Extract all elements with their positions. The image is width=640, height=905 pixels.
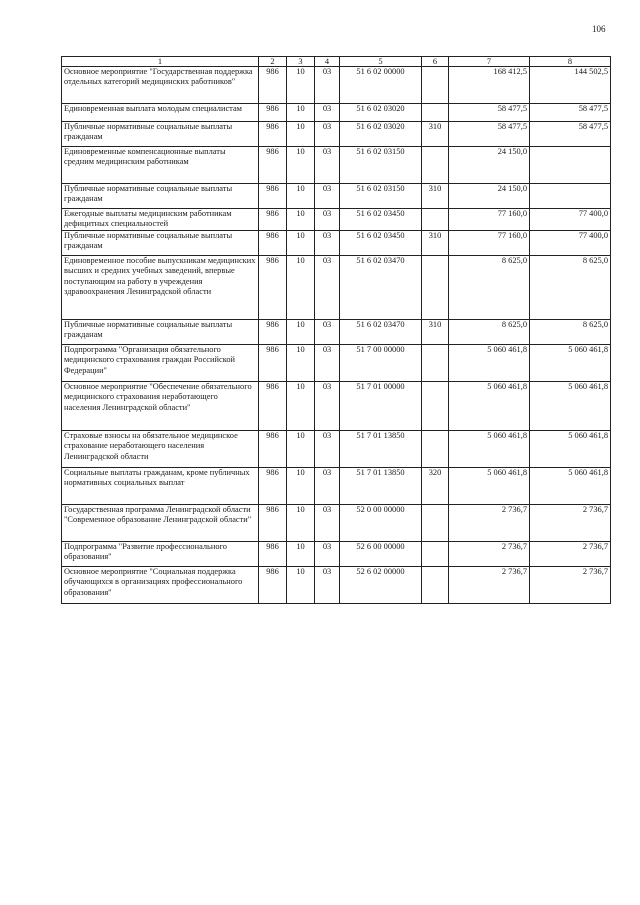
row-expense-code: 310 (422, 230, 449, 255)
row-code-3: 10 (287, 230, 315, 255)
row-amount-8 (530, 147, 611, 184)
row-amount-7: 168 412,5 (449, 67, 530, 104)
row-amount-8: 8 625,0 (530, 255, 611, 319)
column-header: 2 (259, 57, 287, 67)
row-code-2: 986 (259, 104, 287, 122)
row-code-4: 03 (315, 467, 340, 504)
page-number: 106 (592, 24, 606, 34)
budget-table (61, 56, 611, 604)
row-code-3: 10 (287, 344, 315, 381)
row-code-3: 10 (287, 255, 315, 319)
row-amount-8: 5 060 461,8 (530, 381, 611, 430)
table-row (62, 381, 611, 430)
row-code-4: 03 (315, 541, 340, 566)
row-amount-8 (530, 184, 611, 209)
row-code-4: 03 (315, 381, 340, 430)
row-target-code: 51 7 01 00000 (340, 381, 422, 430)
column-header: 4 (315, 57, 340, 67)
column-header: 1 (62, 57, 259, 67)
column-header: 5 (340, 57, 422, 67)
row-code-3: 10 (287, 209, 315, 231)
row-code-3: 10 (287, 67, 315, 104)
row-code-2: 986 (259, 230, 287, 255)
row-target-code: 51 7 01 13850 (340, 467, 422, 504)
row-target-code: 51 6 02 03150 (340, 147, 422, 184)
row-expense-code (422, 430, 449, 467)
row-target-code: 51 6 02 03020 (340, 104, 422, 122)
row-amount-7: 58 477,5 (449, 104, 530, 122)
row-code-2: 986 (259, 344, 287, 381)
row-amount-7: 77 160,0 (449, 230, 530, 255)
row-code-4: 03 (315, 430, 340, 467)
row-amount-7: 77 160,0 (449, 209, 530, 231)
table-row (62, 230, 611, 255)
row-target-code: 52 0 00 00000 (340, 504, 422, 541)
row-target-code: 52 6 00 00000 (340, 541, 422, 566)
row-expense-code: 320 (422, 467, 449, 504)
row-name: Ежегодные выплаты медицинским работникам дефицитных специальностей (62, 209, 259, 231)
row-expense-code (422, 381, 449, 430)
row-name: Публичные нормативные социальные выплаты гражданам (62, 122, 259, 147)
row-code-3: 10 (287, 184, 315, 209)
row-name: Единовременные компенсационные выплаты средним медицинским работникам (62, 147, 259, 184)
row-amount-7: 2 736,7 (449, 541, 530, 566)
row-name: Единовременное пособие выпускникам медицинских высших и средних учебных заведений, впервые поступающим на работу в учреждения здравоохранения Ленинградской области (62, 255, 259, 319)
row-code-2: 986 (259, 430, 287, 467)
row-code-2: 986 (259, 255, 287, 319)
row-target-code: 52 6 02 00000 (340, 566, 422, 603)
row-code-3: 10 (287, 566, 315, 603)
row-amount-8: 77 400,0 (530, 209, 611, 231)
row-amount-8: 58 477,5 (530, 104, 611, 122)
row-amount-7: 5 060 461,8 (449, 467, 530, 504)
row-amount-7: 5 060 461,8 (449, 381, 530, 430)
row-target-code: 51 6 02 03450 (340, 230, 422, 255)
row-expense-code (422, 566, 449, 603)
row-name: Публичные нормативные социальные выплаты гражданам (62, 319, 259, 344)
column-header: 3 (287, 57, 315, 67)
row-target-code: 51 6 02 03020 (340, 122, 422, 147)
row-code-4: 03 (315, 230, 340, 255)
row-code-4: 03 (315, 147, 340, 184)
table-row (62, 344, 611, 381)
row-code-2: 986 (259, 381, 287, 430)
row-name: Основное мероприятие "Обеспечение обязательного медицинского страхования неработающего населения Ленинградской области" (62, 381, 259, 430)
row-code-2: 986 (259, 319, 287, 344)
column-header: 7 (449, 57, 530, 67)
table-row (62, 184, 611, 209)
row-amount-7: 2 736,7 (449, 504, 530, 541)
row-expense-code (422, 209, 449, 231)
table-row (62, 209, 611, 231)
row-code-3: 10 (287, 430, 315, 467)
row-amount-7: 8 625,0 (449, 255, 530, 319)
row-name: Подпрограмма "Организация обязательного медицинского страхования граждан Российской Федерации" (62, 344, 259, 381)
row-name: Социальные выплаты гражданам, кроме публичных нормативных социальных выплат (62, 467, 259, 504)
row-amount-8: 144 502,5 (530, 67, 611, 104)
row-expense-code: 310 (422, 122, 449, 147)
row-expense-code (422, 504, 449, 541)
table-row (62, 104, 611, 122)
table-header-row (62, 57, 611, 67)
row-code-2: 986 (259, 541, 287, 566)
row-code-4: 03 (315, 122, 340, 147)
row-code-3: 10 (287, 504, 315, 541)
row-amount-8: 8 625,0 (530, 319, 611, 344)
row-target-code: 51 6 02 03450 (340, 209, 422, 231)
table-row (62, 319, 611, 344)
row-amount-8: 2 736,7 (530, 504, 611, 541)
row-expense-code: 310 (422, 319, 449, 344)
row-target-code: 51 6 02 00000 (340, 67, 422, 104)
row-target-code: 51 6 02 03470 (340, 319, 422, 344)
row-code-3: 10 (287, 147, 315, 184)
row-code-4: 03 (315, 209, 340, 231)
row-code-2: 986 (259, 467, 287, 504)
row-amount-8: 58 477,5 (530, 122, 611, 147)
row-code-2: 986 (259, 122, 287, 147)
row-amount-8: 5 060 461,8 (530, 344, 611, 381)
column-header: 6 (422, 57, 449, 67)
row-code-3: 10 (287, 467, 315, 504)
row-code-2: 986 (259, 209, 287, 231)
row-name: Основное мероприятие "Социальная поддержка обучающихся в организациях профессионального образования" (62, 566, 259, 603)
table-row (62, 566, 611, 603)
row-target-code: 51 6 02 03470 (340, 255, 422, 319)
row-name: Единовременная выплата молодым специалистам (62, 104, 259, 122)
row-code-4: 03 (315, 255, 340, 319)
row-code-4: 03 (315, 319, 340, 344)
row-expense-code (422, 67, 449, 104)
row-code-3: 10 (287, 104, 315, 122)
row-expense-code (422, 104, 449, 122)
row-code-2: 986 (259, 184, 287, 209)
row-name: Государственная программа Ленинградской области "Современное образование Ленинградской области" (62, 504, 259, 541)
row-code-2: 986 (259, 67, 287, 104)
row-amount-7: 58 477,5 (449, 122, 530, 147)
row-target-code: 51 7 01 13850 (340, 430, 422, 467)
row-expense-code (422, 541, 449, 566)
row-code-3: 10 (287, 381, 315, 430)
row-amount-7: 2 736,7 (449, 566, 530, 603)
column-header: 8 (530, 57, 611, 67)
row-code-4: 03 (315, 104, 340, 122)
table-row (62, 255, 611, 319)
row-amount-8: 2 736,7 (530, 566, 611, 603)
row-target-code: 51 6 02 03150 (340, 184, 422, 209)
row-expense-code (422, 255, 449, 319)
row-amount-7: 5 060 461,8 (449, 430, 530, 467)
row-name: Публичные нормативные социальные выплаты гражданам (62, 184, 259, 209)
row-code-4: 03 (315, 504, 340, 541)
table-row (62, 504, 611, 541)
row-code-4: 03 (315, 566, 340, 603)
row-amount-8: 2 736,7 (530, 541, 611, 566)
row-code-3: 10 (287, 319, 315, 344)
row-amount-8: 77 400,0 (530, 230, 611, 255)
row-amount-7: 24 150,0 (449, 147, 530, 184)
row-code-2: 986 (259, 147, 287, 184)
row-code-2: 986 (259, 504, 287, 541)
row-target-code: 51 7 00 00000 (340, 344, 422, 381)
table-row (62, 122, 611, 147)
table-row (62, 430, 611, 467)
table-row (62, 541, 611, 566)
row-amount-7: 5 060 461,8 (449, 344, 530, 381)
table-row (62, 147, 611, 184)
row-name: Подпрограмма "Развитие профессионального образования" (62, 541, 259, 566)
row-amount-8: 5 060 461,8 (530, 430, 611, 467)
row-code-3: 10 (287, 541, 315, 566)
row-code-4: 03 (315, 344, 340, 381)
row-amount-7: 24 150,0 (449, 184, 530, 209)
row-name: Страховые взносы на обязательное медицинское страхование неработающего населения Ленинградской области (62, 430, 259, 467)
row-expense-code (422, 147, 449, 184)
table-row (62, 467, 611, 504)
table-row (62, 67, 611, 104)
row-expense-code: 310 (422, 184, 449, 209)
row-code-4: 03 (315, 184, 340, 209)
row-expense-code (422, 344, 449, 381)
row-code-4: 03 (315, 67, 340, 104)
row-amount-7: 8 625,0 (449, 319, 530, 344)
row-name: Основное мероприятие "Государственная поддержка отдельных категорий медицинских работников" (62, 67, 259, 104)
row-code-2: 986 (259, 566, 287, 603)
row-code-3: 10 (287, 122, 315, 147)
row-amount-8: 5 060 461,8 (530, 467, 611, 504)
row-name: Публичные нормативные социальные выплаты гражданам (62, 230, 259, 255)
